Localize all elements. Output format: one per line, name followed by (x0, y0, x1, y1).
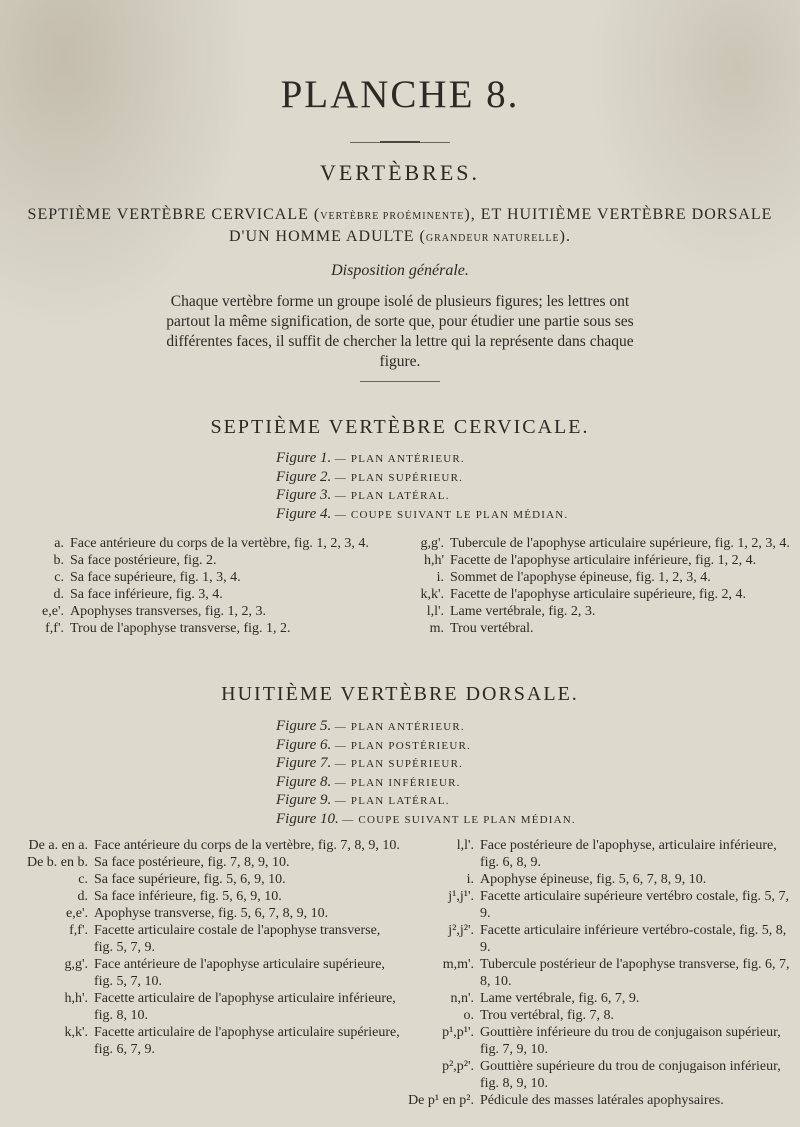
legend-item: c. Sa face supérieure, fig. 5, 6, 9, 10. (78, 872, 286, 887)
heading-line-1: SEPTIÈME VERTÈBRE CERVICALE (VERTÈBRE PROÉMINENTE), ET HUITIÈME VERTÈBRE DORSALE (27, 206, 773, 223)
title-divider (350, 142, 450, 143)
section-title-cervical: SEPTIÈME VERTÈBRE CERVICALE. (210, 416, 590, 438)
legend-dorsal-left (14, 837, 400, 1058)
figure-entry: Figure 3. — PLAN LATÉRAL. (276, 487, 450, 503)
legend-dorsal-right (402, 837, 794, 1109)
legend-item: c. Sa face supérieure, fig. 1, 3, 4. (54, 570, 241, 585)
plate-subtitle: VERTÈBRES. (319, 160, 481, 185)
legend-item: h,h'. Facette articulaire de l'apophyse articulaire inférieure, fig. 8, 10. (64, 991, 396, 1023)
legend-item: k,k'. Facette articulaire de l'apophyse articulaire supérieure, fig. 6, 7, 9. (64, 1025, 400, 1057)
legend-item: g,g'. Face antérieure de l'apophyse articulaire supérieure, fig. 5, 7, 10. (64, 957, 385, 989)
figure-entry: Figure 10. — COUPE SUIVANT LE PLAN MÉDIAN. (276, 810, 576, 827)
section-divider (360, 381, 440, 382)
legend-item: De p¹ en p². Pédicule des masses latérales apophysaires. (408, 1093, 724, 1108)
legend-item: h,h' Facette de l'apophyse articulaire inférieure, fig. 1, 2, 4. (423, 553, 757, 568)
legend-item: b. Sa face postérieure, fig. 2. (53, 553, 217, 568)
legend-item: p²,p²'. Gouttière supérieure du trou de conjugaison inférieur, fig. 8, 9, 10. (442, 1059, 781, 1091)
figure-entry: Figure 4. — COUPE SUIVANT LE PLAN MÉDIAN. (276, 505, 569, 522)
legend-item: d. Sa face inférieure, fig. 5, 6, 9, 10. (77, 889, 282, 904)
legend-item: a. Face antérieure du corps de la vertèbre, fig. 1, 2, 3, 4. (54, 536, 369, 551)
legend-item: k,k'. Facette de l'apophyse articulaire supérieure, fig. 2, 4. (420, 587, 747, 602)
figure-list-dorsal (276, 718, 576, 829)
legend-item: g,g'. Tubercule de l'apophyse articulaire supérieure, fig. 1, 2, 3, 4. (420, 536, 790, 551)
figure-entry: Figure 6. — PLAN POSTÉRIEUR. (276, 736, 471, 753)
legend-item: m,m'. Tubercule postérieur de l'apophyse transverse, fig. 6, 7, 8, 10. (442, 957, 790, 989)
legend-item: n,n'. Lame vertébrale, fig. 6, 7, 9. (450, 991, 640, 1006)
intro-paragraph: Chaque vertèbre forme un groupe isolé de plusieurs figures; les lettres ont partout la même signification, de sorte que, pour étudier une partie sous ses différentes faces, il suffit de chercher la lettre qui la représente dans chaque figure. (166, 293, 634, 370)
figure-entry: Figure 7. — PLAN SUPÉRIEUR. (276, 755, 464, 771)
plate-title: PLANCHE 8. (280, 73, 520, 116)
legend-item: l,l'. Lame vertébrale, fig. 2, 3. (426, 604, 596, 619)
legend-item: p¹,p¹'. Gouttière inférieure du trou de conjugaison supérieur, fig. 7, 9, 10. (442, 1025, 781, 1057)
legend-item: j²,j²'. Facette articulaire inférieure vertébro-costale, fig. 5, 8, 9. (448, 923, 787, 955)
legend-cervical-right (404, 535, 796, 637)
plate-heading (0, 205, 800, 249)
legend-item: o. Trou vertébral, fig. 7, 8. (463, 1008, 615, 1023)
legend-item: i. Apophyse épineuse, fig. 5, 6, 7, 8, 9, 10. (466, 872, 707, 887)
legend-item: i. Sommet de l'apophyse épineuse, fig. 1, 2, 3, 4. (436, 570, 711, 585)
legend-cervical-left (24, 535, 404, 637)
legend-item: e,e'. Apophyse transverse, fig. 5, 6, 7, 8, 9, 10. (66, 906, 329, 921)
figure-list-cervical (276, 450, 568, 524)
figure-entry: Figure 5. — PLAN ANTÉRIEUR. (276, 718, 465, 734)
heading-line-2: D'UN HOMME ADULTE (GRANDEUR NATURELLE). (229, 228, 571, 245)
legend-item: f,f'. Trou de l'apophyse transverse, fig. 1, 2. (45, 621, 291, 636)
figure-entry: Figure 9. — PLAN LATÉRAL. (276, 792, 450, 808)
disposition-heading: Disposition générale. (331, 262, 469, 279)
section-title-dorsal: HUITIÈME VERTÈBRE DORSALE. (221, 683, 579, 705)
figure-entry: Figure 8. — PLAN INFÉRIEUR. (276, 773, 461, 790)
legend-item: d. Sa face inférieure, fig. 3, 4. (53, 587, 223, 602)
legend-item: e,e'. Apophyses transverses, fig. 1, 2, 3. (42, 604, 266, 619)
legend-item: f,f'. Facette articulaire costale de l'apophyse transverse, fig. 5, 7, 9. (69, 923, 381, 955)
figure-entry: Figure 1. — PLAN ANTÉRIEUR. (276, 450, 465, 466)
figure-entry: Figure 2. — PLAN SUPÉRIEUR. (276, 468, 464, 485)
legend-item: m. Trou vertébral. (429, 621, 534, 636)
legend-item: De a. en a. Face antérieure du corps de la vertèbre, fig. 7, 8, 9, 10. (28, 838, 400, 853)
legend-item: De b. en b. Sa face postérieure, fig. 7, 8, 9, 10. (26, 855, 290, 870)
legend-item: l,l'. Face postérieure de l'apophyse, articulaire inférieure, fig. 6, 8, 9. (456, 838, 777, 870)
legend-item: j¹,j¹'. Facette articulaire supérieure vertébro costale, fig. 5, 7, 9. (448, 889, 790, 921)
